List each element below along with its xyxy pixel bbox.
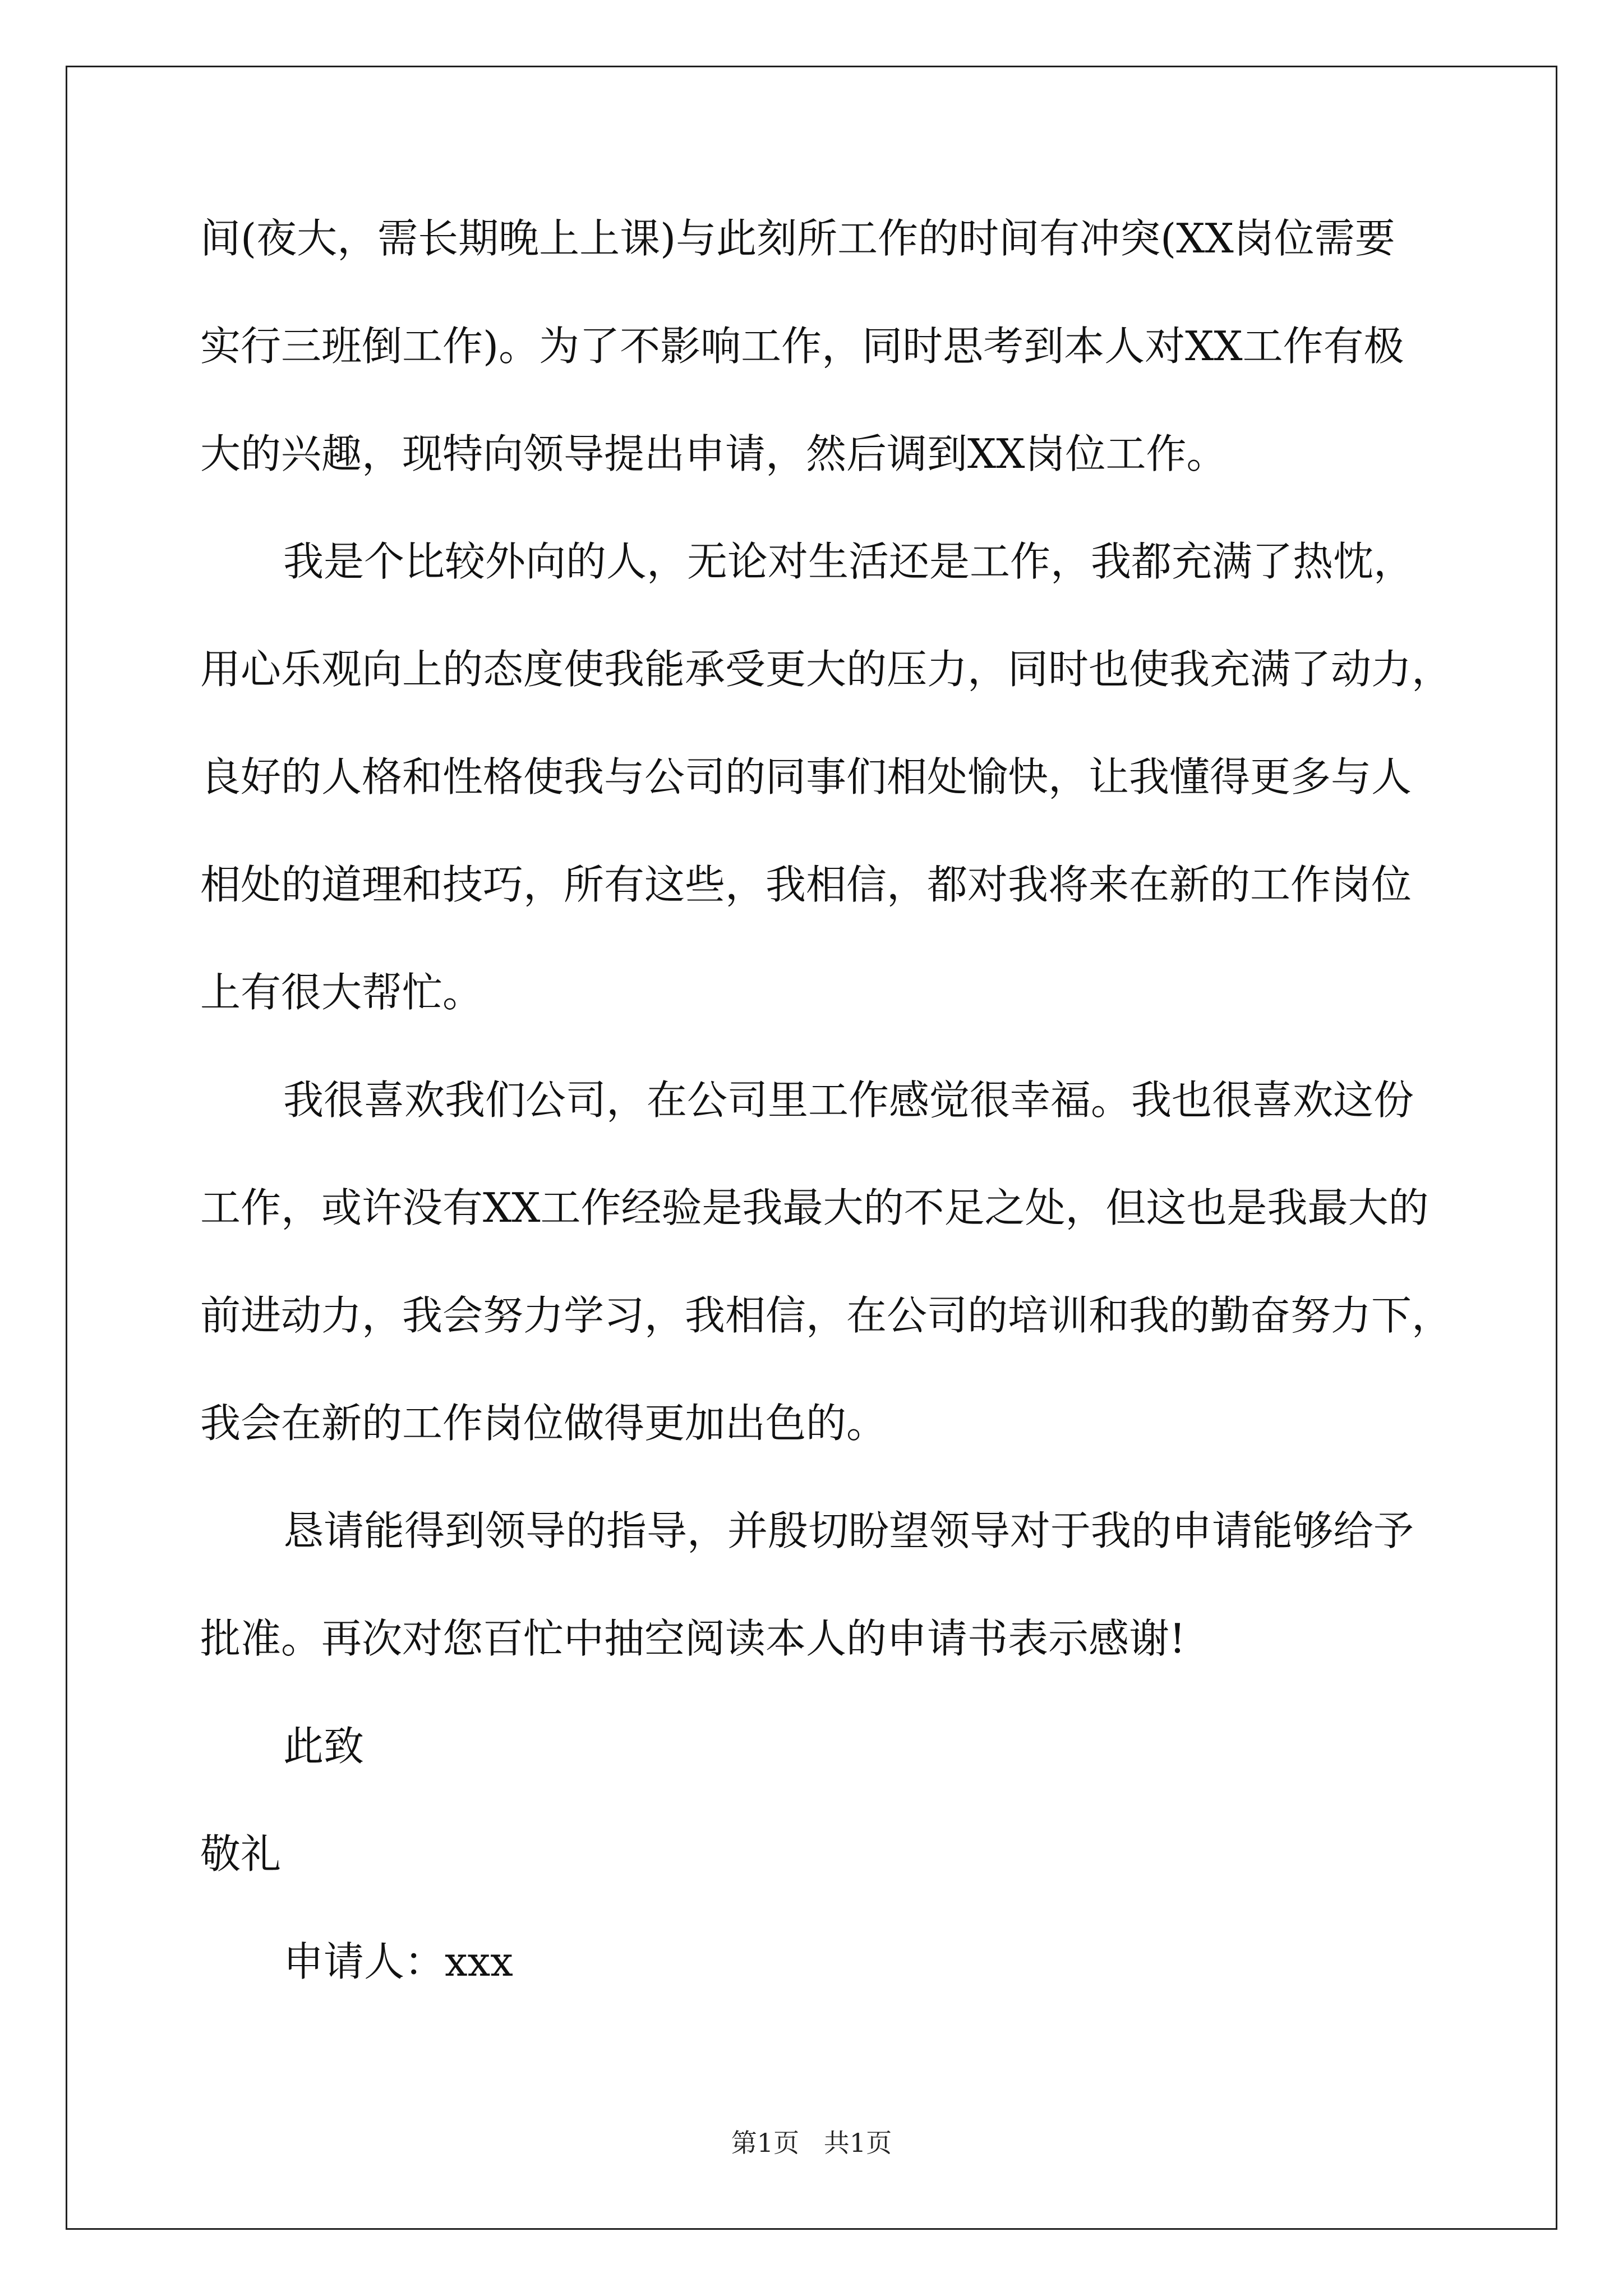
text-line: 我会在新的工作岗位做得更加出色的。 [200, 1400, 887, 1447]
paragraph-start-line: 我是个比较外向的人，无论对生活还是工作，我都充满了热忱， [283, 538, 1414, 585]
text-line: 前进动力，我会努力学习，我相信，在公司的培训和我的勤奋努力下， [200, 1292, 1453, 1339]
text-line: 用心乐观向上的态度使我能承受更大的压力，同时也使我充满了动力， [200, 646, 1453, 693]
text-line: 大的兴趣，现特向领导提出申请，然后调到XX岗位工作。 [200, 430, 1227, 477]
closing-salutation: 此致 [283, 1723, 365, 1770]
paragraph-start-line: 恳请能得到领导的指导，并殷切盼望领导对于我的申请能够给予 [283, 1507, 1414, 1554]
text-line: 间(夜大，需长期晚上上课)与此刻所工作的时间有冲突(XX岗位需要 [200, 215, 1395, 262]
text-line: 良好的人格和性格使我与公司的同事们相处愉快，让我懂得更多与人 [200, 753, 1412, 800]
text-line: 工作，或许没有XX工作经验是我最大的不足之处，但这也是我最大的 [200, 1184, 1429, 1231]
page-number-footer: 第1页 共1页 [731, 2128, 892, 2158]
text-line: 批准。再次对您百忙中抽空阅读本人的申请书表示感谢! [200, 1615, 1186, 1662]
applicant-signature: 申请人：xxx [283, 1938, 513, 1985]
text-line: 实行三班倒工作)。为了不影响工作，同时思考到本人对XX工作有极 [200, 323, 1404, 370]
paragraph-start-line: 我很喜欢我们公司，在公司里工作感觉很幸福。我也很喜欢这份 [283, 1076, 1414, 1124]
text-line: 相处的道理和技巧，所有这些，我相信，都对我将来在新的工作岗位 [200, 861, 1412, 908]
page-border [66, 66, 1557, 2230]
closing-regards: 敬礼 [200, 1830, 282, 1878]
text-line: 上有很大帮忙。 [200, 969, 483, 1016]
